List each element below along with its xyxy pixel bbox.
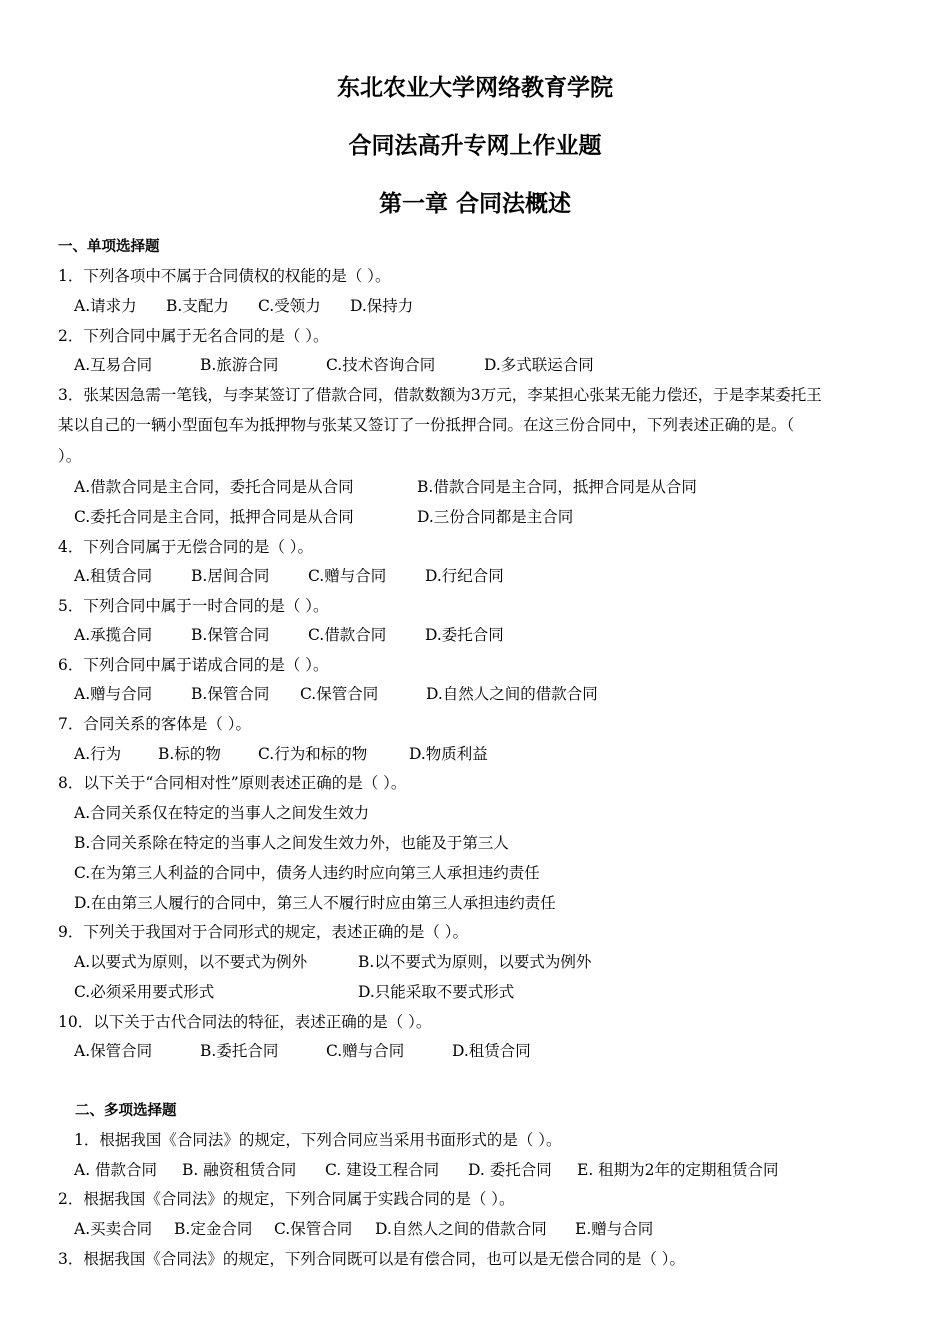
option: C.行为和标的物 bbox=[258, 745, 368, 763]
option: B.借款合同是主合同，抵押合同是从合同 bbox=[417, 478, 697, 496]
option: B.居间合同 bbox=[191, 567, 270, 585]
option: E.赠与合同 bbox=[575, 1220, 654, 1238]
question-stem: 5．下列合同中属于一时合同的是（ ）。 bbox=[58, 597, 329, 615]
question-options bbox=[74, 1160, 779, 1180]
question-options bbox=[74, 952, 591, 972]
option: C.在为第三人利益的合同中，债务人违约时应向第三人承担违约责任 bbox=[74, 864, 540, 882]
option: A.承揽合同 bbox=[74, 626, 153, 644]
option: B.合同关系除在特定的当事人之间发生效力外，也能及于第三人 bbox=[74, 834, 509, 852]
option: B.以不要式为原则，以要式为例外 bbox=[358, 953, 592, 971]
option: A.买卖合同 bbox=[74, 1220, 153, 1238]
option: A.行为 bbox=[74, 745, 122, 763]
question-stem: 2．根据我国《合同法》的规定，下列合同属于实践合同的是（ ）。 bbox=[58, 1190, 515, 1208]
course-title: 合同法高升专网上作业题 bbox=[348, 133, 602, 159]
option: A.合同关系仅在特定的当事人之间发生效力 bbox=[74, 804, 370, 822]
option: D.租赁合同 bbox=[452, 1042, 531, 1060]
question-options bbox=[74, 566, 504, 586]
school-title: 东北农业大学网络教育学院 bbox=[337, 75, 613, 101]
question-options bbox=[74, 355, 594, 375]
option: D.委托合同 bbox=[425, 626, 504, 644]
question-stem: 1．根据我国《合同法》的规定，下列合同应当采用书面形式的是（ ）。 bbox=[74, 1131, 562, 1149]
option: C.保管合同 bbox=[300, 685, 379, 703]
option: C.赠与合同 bbox=[308, 567, 387, 585]
question-stem: 10．以下关于古代合同法的特征，表述正确的是（ ）。 bbox=[58, 1013, 432, 1031]
chapter-title: 第一章 合同法概述 bbox=[378, 191, 571, 217]
option: D.保持力 bbox=[350, 297, 414, 315]
option: A.借款合同是主合同，委托合同是从合同 bbox=[74, 478, 354, 496]
section-heading-single-choice: 一、单项选择题 bbox=[58, 239, 160, 255]
question-stem-line: ）。 bbox=[58, 447, 82, 465]
option: C.技术咨询合同 bbox=[326, 356, 436, 374]
question-options bbox=[74, 477, 697, 497]
option: B.标的物 bbox=[158, 745, 221, 763]
question-options bbox=[74, 507, 573, 527]
question-stem: 7．合同关系的客体是（ ）。 bbox=[58, 715, 252, 733]
question-options bbox=[74, 1041, 531, 1061]
option: D.自然人之间的借款合同 bbox=[426, 685, 598, 703]
option: D.多式联运合同 bbox=[484, 356, 594, 374]
question-stem: 6．下列合同中属于诺成合同的是（ ）。 bbox=[58, 656, 329, 674]
option: B.保管合同 bbox=[191, 685, 270, 703]
option: A.请求力 bbox=[74, 297, 137, 315]
option: C.委托合同是主合同，抵押合同是从合同 bbox=[74, 508, 354, 526]
section-heading-multiple-choice: 二、多项选择题 bbox=[75, 1103, 177, 1119]
question-options bbox=[74, 1219, 653, 1239]
question-options bbox=[74, 625, 504, 645]
question-stem: 4．下列合同属于无偿合同的是（ ）。 bbox=[58, 538, 314, 556]
question-stem-line: 某以自己的一辆小型面包车为抵押物与张某又签订了一份抵押合同。在这三份合同中，下列表述正确的是。（ bbox=[58, 416, 795, 434]
option: C.必须采用要式形式 bbox=[74, 983, 215, 1001]
option: D.行纪合同 bbox=[425, 567, 504, 585]
option: B.支配力 bbox=[166, 297, 229, 315]
option: D.三份合同都是主合同 bbox=[417, 508, 574, 526]
option: E. 租期为2年的定期租赁合同 bbox=[577, 1161, 779, 1179]
option: A.租赁合同 bbox=[74, 567, 153, 585]
option: B. 融资租赁合同 bbox=[182, 1161, 297, 1179]
option: C.借款合同 bbox=[308, 626, 387, 644]
option: C.赠与合同 bbox=[326, 1042, 405, 1060]
option: A.以要式为原则，以不要式为例外 bbox=[74, 953, 308, 971]
question-stem: 9．下列关于我国对于合同形式的规定，表述正确的是（ ）。 bbox=[58, 923, 469, 941]
option: D.在由第三人履行的合同中，第三人不履行时应由第三人承担违约责任 bbox=[74, 894, 556, 912]
option: D.自然人之间的借款合同 bbox=[375, 1220, 547, 1238]
option: D. 委托合同 bbox=[468, 1161, 552, 1179]
question-options bbox=[74, 982, 514, 1002]
option: A. 借款合同 bbox=[74, 1161, 158, 1179]
option: B.委托合同 bbox=[200, 1042, 279, 1060]
question-options bbox=[74, 684, 598, 704]
question-stem-line: 3．张某因急需一笔钱，与李某签订了借款合同，借款数额为3万元，李某担心张某无能力偿还，于是李某委托王 bbox=[58, 386, 822, 404]
option: A.赠与合同 bbox=[74, 685, 153, 703]
option: B.保管合同 bbox=[191, 626, 270, 644]
question-options bbox=[74, 296, 413, 316]
option: A.保管合同 bbox=[74, 1042, 153, 1060]
question-options bbox=[74, 744, 488, 764]
option: C. 建设工程合同 bbox=[325, 1161, 440, 1179]
option: C.受领力 bbox=[258, 297, 321, 315]
option: B.定金合同 bbox=[174, 1220, 253, 1238]
option: B.旅游合同 bbox=[200, 356, 279, 374]
option: C.保管合同 bbox=[274, 1220, 353, 1238]
option: D.只能采取不要式形式 bbox=[358, 983, 515, 1001]
question-stem: 1．下列各项中不属于合同债权的权能的是（ ）。 bbox=[58, 267, 391, 285]
question-stem: 2．下列合同中属于无名合同的是（ ）。 bbox=[58, 327, 329, 345]
option: A.互易合同 bbox=[74, 356, 153, 374]
question-stem: 3．根据我国《合同法》的规定，下列合同既可以是有偿合同，也可以是无偿合同的是（ ）。 bbox=[58, 1250, 686, 1268]
option: D.物质利益 bbox=[409, 745, 488, 763]
question-stem: 8．以下关于“合同相对性”原则表述正确的是（ ）。 bbox=[58, 774, 407, 792]
